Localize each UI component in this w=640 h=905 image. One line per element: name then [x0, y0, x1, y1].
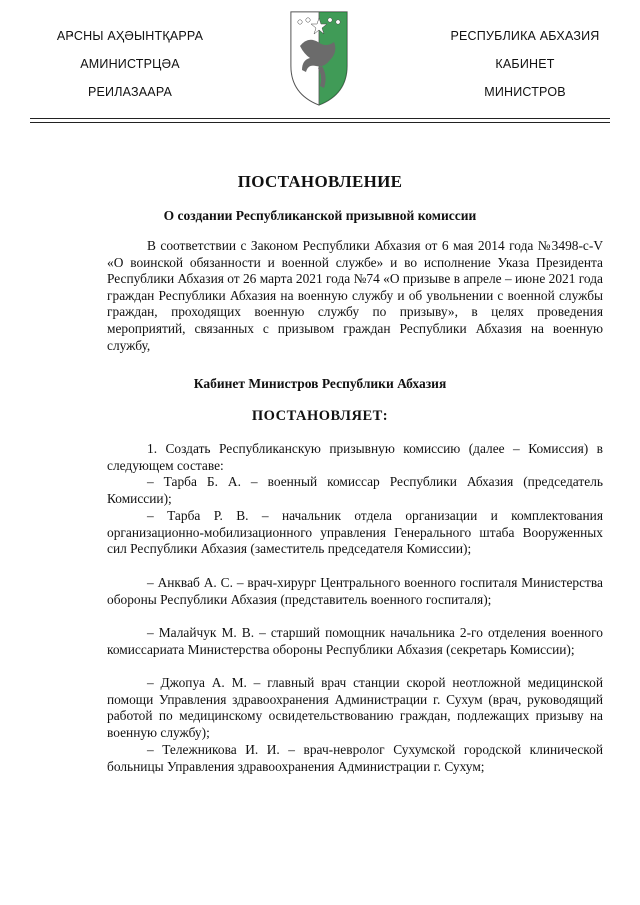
- header-left-line-3: РЕИЛАЗААРА: [87, 85, 173, 99]
- header-divider-thick: [30, 118, 610, 119]
- coat-of-arms-icon: [288, 8, 350, 108]
- header-right-line-3: МИНИСТРОВ: [484, 85, 566, 99]
- member-item-3: – Анкваб А. С. – врач-хирург Центрального военного госпиталя Министерства обороны Республики Абхазия (представитель военного госпиталя);: [107, 575, 603, 607]
- header-left-abkhaz: [45, 22, 215, 106]
- header-right-line-2: КАБИНЕТ: [495, 57, 555, 71]
- header-left-line-2: АМИНИСТРЦӘА: [80, 57, 180, 71]
- member-item-1: – Тарба Б. А. – военный комиссар Республики Абхазия (председатель Комиссии);: [107, 474, 603, 506]
- resolves-heading: ПОСТАНОВЛЯЕТ:: [251, 408, 389, 424]
- header-left-line-1: АҎСНЫ АҲӘЫНТҚАРРА: [56, 29, 204, 43]
- header-right-russian: [440, 22, 610, 106]
- point-1: 1. Создать Республиканскую призывную комиссию (далее – Комиссия) в следующем составе:: [107, 441, 603, 473]
- document-subtitle: О создании Республиканской призывной комиссии: [163, 208, 477, 223]
- document-title: ПОСТАНОВЛЕНИЕ: [237, 172, 403, 191]
- header-divider-thin: [30, 122, 610, 123]
- member-item-2: – Тарба Р. В. – начальник отдела организации и комплектования организационно-мобилизационного управления Генерального штаба Вооруженных сил Республики Абхазия (заместитель председателя Комиссии);: [107, 508, 603, 557]
- member-item-6: – Тележникова И. И. – врач-невролог Сухумской городской клинической больницы Управления здравоохранения Администрации г. Сухум;: [107, 742, 603, 774]
- member-item-5: – Джопуа А. М. – главный врач станции скорой неотложной медицинской помощи Управления здравоохранения Администрации г. Сухум (врач, руководящий работой по медицинскому освидетельствованию граждан, подлежащих призыву на военную службу);: [107, 675, 603, 740]
- authority-line: Кабинет Министров Республики Абхазия: [193, 376, 447, 391]
- member-item-4: – Малайчук М. В. – старший помощник начальника 2-го отделения военного комиссариата Министерства обороны Республики Абхазия (секретарь Комиссии);: [107, 625, 603, 657]
- header-right-line-1: РЕСПУБЛИКА АБХАЗИЯ: [450, 29, 600, 43]
- preamble-paragraph: В соответствии с Законом Республики Абхазия от 6 мая 2014 года №3498-с-V «О воинской обязанности и военной службе» и во исполнение Указа Президента Республики Абхазия от 26 марта 2021 года №74 «О призыве в апреле – июне 2021 года граждан Республики Абхазия на военную службу и об увольнении с военной службы граждан, проходящих военную службу по призыву», в целях проведения мероприятий, связанных с призывом граждан Республики Абхазия на военную службу,: [107, 238, 603, 353]
